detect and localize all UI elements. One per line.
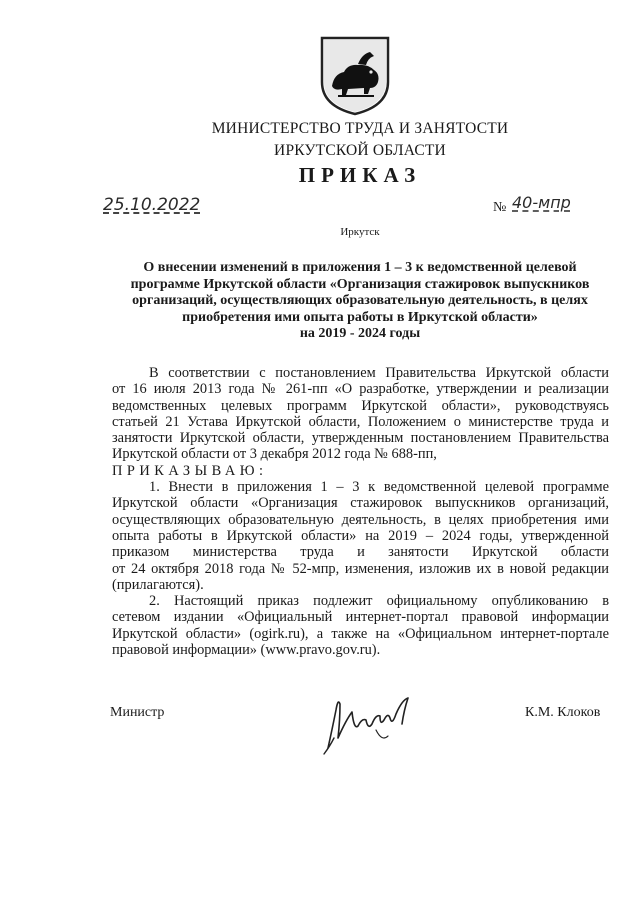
signatory-position: Министр [110,705,165,720]
heading-line: О внесении изменений в приложения 1 – 3 к ведомственной целевой [143,260,577,275]
heading-line: на 2019 - 2024 годы [299,326,421,341]
heading-line: программе Иркутской области «Организация стажировок выпускников [130,276,590,292]
order-body [112,365,609,658]
body-line: опыта работы в Иркутской области» на 2019 – 2024 годы, утвержденной [112,527,609,544]
order-number: 40-мпр [512,193,571,212]
order-word: ПРИКАЗЫВАЮ: [112,462,268,479]
body-line: Иркутской области от 3 декабря 2012 года № 688-пп, [112,446,437,463]
order-subject-heading [110,260,610,343]
order-number-label: № [493,200,507,215]
body-line: 2. Настоящий приказ подлежит официальному опубликованию в [149,593,609,610]
ministry-name-line2: ИРКУТСКОЙ ОБЛАСТИ [274,142,446,159]
heading-line: организаций, осуществляющих образовательную деятельность, в целях [132,293,588,308]
body-line: ведомственных целевых программ Иркутской области», руководствуясь [112,397,609,414]
heading-line: приобретения ими опыта работы в Иркутской области» [182,309,538,325]
signatory-name: К.М. Клоков [525,705,601,720]
handwritten-signature-icon [318,690,438,758]
order-date: 25.10.2022 [103,195,201,215]
body-line: сетевом издании «Официальный интернет-портал правовой информации [112,609,609,626]
body-line: осуществляющих образовательную деятельность, в целях приобретения ими [112,511,609,528]
document-type-title: ПРИКАЗ [298,163,422,187]
body-line: правовой информации» (www.pravo.gov.ru). [112,642,381,659]
irkutsk-coat-of-arms-icon [318,34,392,116]
body-line: от 24 октября 2018 года № 52-мпр, изменения, изложив их в новой редакции [112,560,609,577]
body-line: занятости Иркутской области, утвержденным постановлением Правительства [112,430,609,447]
body-line: (прилагаются). [112,576,204,593]
ministry-name-line1: МИНИСТЕРСТВО ТРУДА И ЗАНЯТОСТИ [211,120,509,137]
body-line: приказом министерства труда и занятости Иркутской области [112,544,609,561]
body-line: Иркутской области» (ogirk.ru), а также на «Официальном интернет-портале [112,625,609,642]
body-line: 1. Внести в приложения 1 – 3 к ведомственной целевой программе [149,479,609,496]
body-line: В соответствии с постановлением Правительства Иркутской области [149,365,609,381]
city-name: Иркутск [340,226,380,238]
body-line: от 16 июля 2013 года № 261-пп «О разработке, утверждении и реализации [112,381,609,398]
body-line: Иркутской области «Организация стажировок выпускников организаций, [112,495,609,512]
body-line: статьей 21 Устава Иркутской области, Положением о министерстве труда и [112,413,609,430]
